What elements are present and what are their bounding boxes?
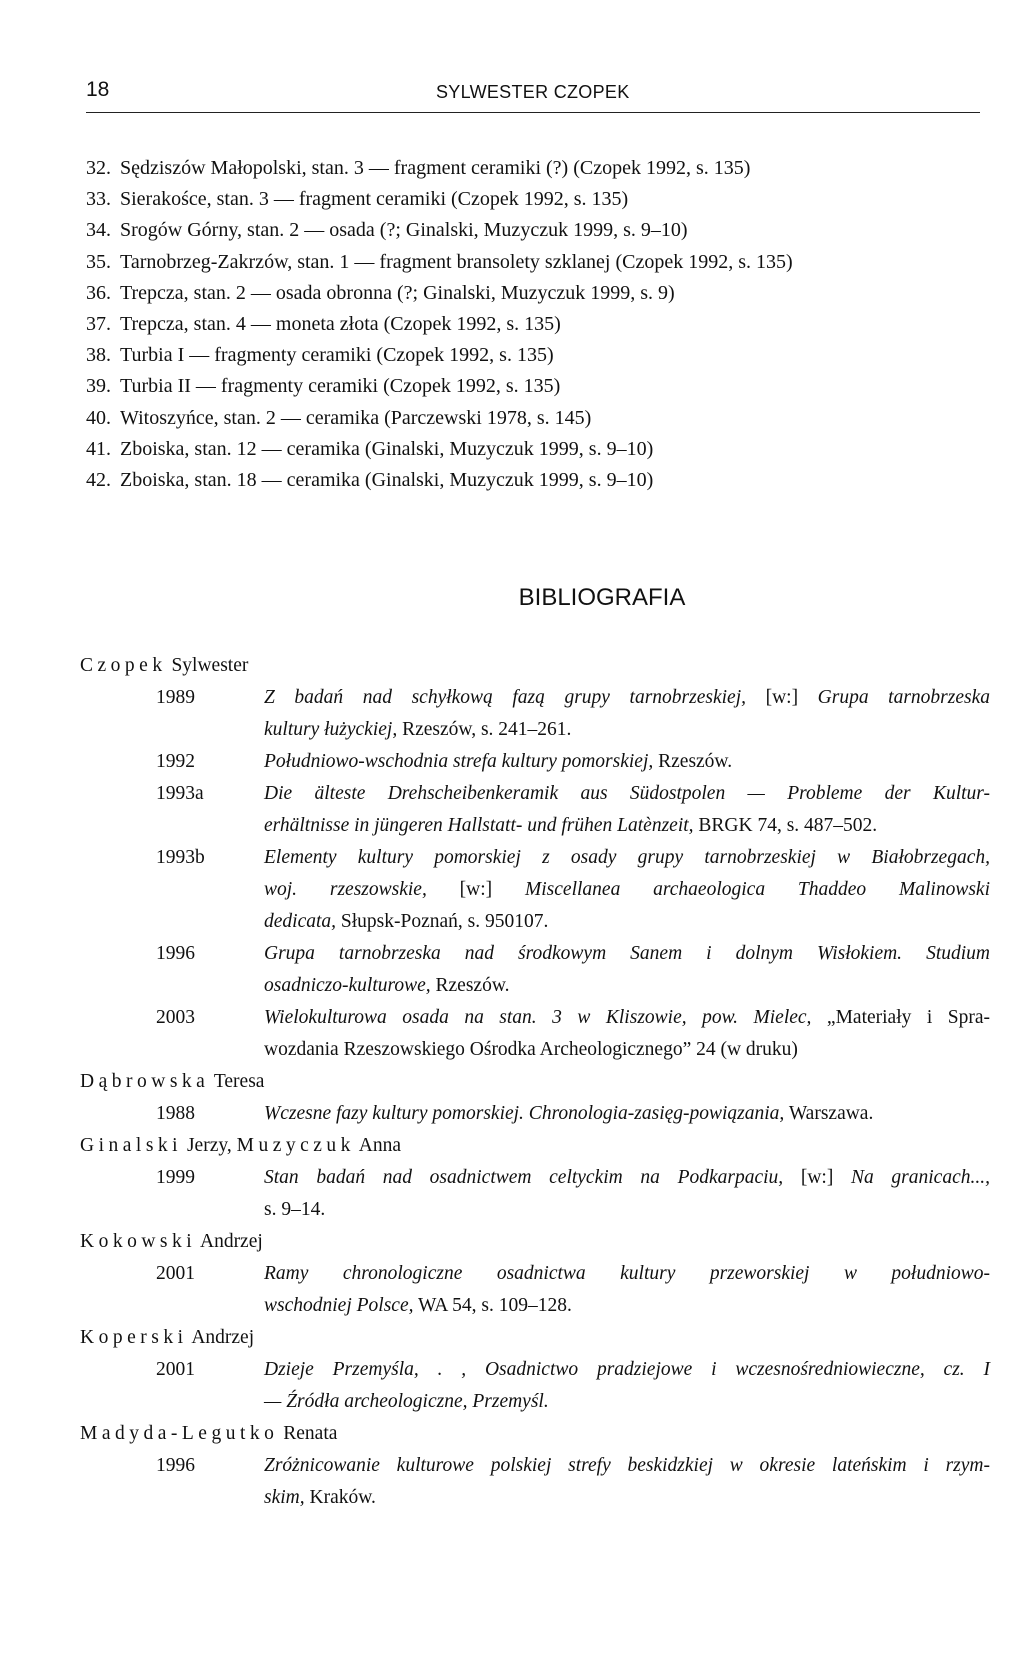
author-given-name: Jerzy, xyxy=(186,1135,232,1156)
site-text: Srogów Górny, stan. 2 — osada (?; Ginalski, Muzyczuk 1999, s. 9–10) xyxy=(120,219,688,242)
entry-line xyxy=(264,1290,990,1322)
entry-line xyxy=(264,906,990,938)
entry-text xyxy=(264,746,990,778)
entry-title-segment: erhältnisse in jüngeren Hallstatt- und frühen Latènzeit, xyxy=(264,815,694,836)
author-surname: Madyda-Legutko xyxy=(80,1423,279,1444)
site-list xyxy=(86,153,986,496)
author-heading xyxy=(80,1130,992,1162)
entry-text-segment: Rzeszów. xyxy=(653,751,733,772)
bibliography-entry xyxy=(80,938,992,1002)
entry-title-segment: Południowo-wschodnia strefa kultury pomorskiej, xyxy=(264,751,654,772)
bibliography-entry xyxy=(80,746,992,778)
site-text: Zboiska, stan. 12 — ceramika (Ginalski, Muzyczuk 1999, s. 9–10) xyxy=(120,437,654,460)
author-surname: Kokowski xyxy=(80,1231,197,1252)
entry-title-segment: Ramy chronologiczne osadnictwa kultury przeworskiej w południowo- xyxy=(264,1263,990,1284)
entry-text-segment: [w:] xyxy=(426,879,526,900)
entry-text-segment: [w:] xyxy=(746,687,818,708)
author-given-name: Renata xyxy=(283,1423,338,1444)
entry-line xyxy=(264,746,990,778)
entry-year: 1988 xyxy=(156,1103,195,1124)
entry-text xyxy=(264,1258,990,1322)
bibliography-entry xyxy=(80,1354,992,1418)
entry-text xyxy=(264,1098,990,1130)
author-heading xyxy=(80,650,992,682)
bibliography-entry xyxy=(80,1258,992,1322)
site-number: 42. xyxy=(86,469,111,492)
site-text: Turbia I — fragmenty ceramiki (Czopek 1992, s. 135) xyxy=(120,344,554,367)
entry-line xyxy=(264,842,990,874)
entry-line xyxy=(264,810,990,842)
entry-title-segment: Miscellanea archaeologica Thaddeo Malinowski xyxy=(525,879,990,900)
entry-line xyxy=(264,1482,990,1514)
entry-text xyxy=(264,778,990,842)
entry-title-segment: — Źródła archeologiczne, Przemyśl. xyxy=(264,1391,549,1412)
entry-title-segment: dedicata, xyxy=(264,911,337,932)
bibliography-list xyxy=(80,650,992,1514)
entry-line xyxy=(264,874,990,906)
entry-year: 2003 xyxy=(156,1007,195,1028)
site-number: 36. xyxy=(86,281,111,304)
entry-line xyxy=(264,682,990,714)
site-text: Turbia II — fragmenty ceramiki (Czopek 1992, s. 135) xyxy=(120,375,561,398)
entry-title-segment: Zróżnicowanie kulturowe polskiej strefy beskidzkiej w okresie lateńskim i rzym- xyxy=(264,1455,990,1476)
entry-year: 1999 xyxy=(156,1167,195,1188)
author-heading xyxy=(80,1322,992,1354)
author-heading xyxy=(80,1418,992,1450)
site-list-item xyxy=(86,403,986,434)
entry-title-segment: Wczesne fazy kultury pomorskiej. Chronologia-zasięg-powiązania, xyxy=(264,1103,785,1124)
entry-title-segment: Die älteste Drehscheibenkeramik aus Südostpolen — Probleme der Kultur- xyxy=(264,783,990,804)
bibliography-entry xyxy=(80,1098,992,1130)
entry-text xyxy=(264,938,990,1002)
entry-text-segment: BRGK 74, s. 487–502. xyxy=(693,815,878,836)
entry-text-segment: Rzeszów, s. 241–261. xyxy=(397,719,572,740)
page-number: 18 xyxy=(86,78,110,101)
entry-year: 1996 xyxy=(156,943,195,964)
site-number: 37. xyxy=(86,313,111,336)
entry-line xyxy=(264,1194,990,1226)
entry-text-segment: wozdania Rzeszowskiego Ośrodka Archeologicznego” 24 (w druku) xyxy=(264,1039,798,1060)
entry-line xyxy=(264,1386,990,1418)
entry-year: 2001 xyxy=(156,1263,195,1284)
entry-text-segment: [w:] xyxy=(783,1167,851,1188)
entry-text xyxy=(264,842,990,938)
entry-line xyxy=(264,1450,990,1482)
site-list-item xyxy=(86,309,986,340)
site-number: 38. xyxy=(86,344,111,367)
site-list-item xyxy=(86,184,986,215)
entry-text-segment: s. 9–14. xyxy=(264,1199,326,1220)
entry-title-segment: Z badań nad schyłkową fazą grupy tarnobrzeskiej, xyxy=(264,687,746,708)
entry-text xyxy=(264,1354,990,1418)
author-surname: Koperski xyxy=(80,1327,188,1348)
entry-title-segment: skim, xyxy=(264,1487,305,1508)
entry-text-segment: Słupsk-Poznań, s. 950107. xyxy=(336,911,549,932)
site-number: 41. xyxy=(86,437,111,460)
entry-text xyxy=(264,1002,990,1066)
entry-line xyxy=(264,1258,990,1290)
site-number: 32. xyxy=(86,157,111,179)
entry-title-segment: Elementy kultury pomorskiej z osady grupy tarnobrzeskiej w Białobrzegach, xyxy=(264,847,990,868)
entry-line xyxy=(264,1098,990,1130)
entry-title-segment: wschodniej Polsce, xyxy=(264,1295,414,1316)
entry-line xyxy=(264,1034,990,1066)
entry-year: 1992 xyxy=(156,751,195,772)
bibliography-heading: BIBLIOGRAFIA xyxy=(518,584,686,611)
author-surname: Dąbrowska xyxy=(80,1071,210,1092)
author-surname: Ginalski xyxy=(80,1135,183,1156)
entry-title-segment: Na granicach..., xyxy=(851,1167,990,1188)
entry-title-segment: Dzieje Przemyśla, . , Osadnictwo pradziejowe i wczesnośredniowieczne, cz. I xyxy=(264,1359,990,1380)
entry-line xyxy=(264,1162,990,1194)
entry-title-segment: Grupa tarnobrzeska nad środkowym Sanem i dolnym Wisłokiem. Studium xyxy=(264,943,990,964)
site-list-item xyxy=(86,247,986,278)
site-text: Tarnobrzeg-Zakrzów, stan. 1 — fragment bransolety szklanej (Czopek 1992, s. 135) xyxy=(120,250,793,273)
entry-line xyxy=(264,1354,990,1386)
entry-text xyxy=(264,1162,990,1226)
entry-line xyxy=(264,938,990,970)
entry-title-segment: osadniczo-kulturowe, xyxy=(264,975,431,996)
author-heading xyxy=(80,1226,992,1258)
entry-title-segment: Grupa tarnobrzeska xyxy=(817,687,990,708)
entry-text-segment: Rzeszów. xyxy=(430,975,510,996)
site-number: 34. xyxy=(86,219,111,242)
site-list-item xyxy=(86,434,986,465)
site-number: 33. xyxy=(86,188,111,211)
entry-text xyxy=(264,682,990,746)
author-given-name: Andrzej xyxy=(199,1231,263,1252)
entry-year: 1993a xyxy=(156,783,204,804)
site-text: Sędziszów Małopolski, stan. 3 — fragment ceramiki (?) (Czopek 1992, s. 135) xyxy=(120,157,751,179)
author-given-name: Teresa xyxy=(213,1071,265,1092)
bibliography-entry xyxy=(80,1450,992,1514)
site-number: 35. xyxy=(86,250,111,273)
site-list-item xyxy=(86,215,986,246)
entry-text-segment: Kraków. xyxy=(304,1487,376,1508)
entry-line xyxy=(264,714,990,746)
author-given-name: Sylwester xyxy=(171,655,249,676)
entry-title-segment: woj. rzeszowskie, xyxy=(264,879,427,900)
entry-year: 1996 xyxy=(156,1455,195,1476)
author-surname: Czopek xyxy=(80,655,167,676)
running-header xyxy=(86,78,980,113)
site-list-item xyxy=(86,371,986,402)
entry-line xyxy=(264,970,990,1002)
entry-year: 1993b xyxy=(156,847,205,868)
running-head-author: SYLWESTER CZOPEK xyxy=(436,82,630,102)
entry-text xyxy=(264,1450,990,1514)
bibliography-entry xyxy=(80,1162,992,1226)
site-list-item xyxy=(86,340,986,371)
entry-year: 1989 xyxy=(156,687,195,708)
entry-year: 2001 xyxy=(156,1359,195,1380)
author-given-name: Andrzej xyxy=(191,1327,255,1348)
entry-line xyxy=(264,778,990,810)
site-list-item xyxy=(86,465,986,496)
site-number: 39. xyxy=(86,375,111,398)
entry-text-segment: „Materiały i Spra- xyxy=(811,1007,990,1028)
entry-title-segment: kultury łużyckiej, xyxy=(264,719,398,740)
entry-title-segment: Wielokulturowa osada na stan. 3 w Kliszowie, pow. Mielec, xyxy=(264,1007,812,1028)
site-text: Witoszyńce, stan. 2 — ceramika (Parczewski 1978, s. 145) xyxy=(120,406,592,429)
entry-text-segment: Warszawa. xyxy=(784,1103,874,1124)
bibliography-entry xyxy=(80,842,992,938)
site-text: Sierakośce, stan. 3 — fragment ceramiki (Czopek 1992, s. 135) xyxy=(120,188,629,211)
bibliography-entry xyxy=(80,1002,992,1066)
entry-title-segment: Stan badań nad osadnictwem celtyckim na Podkarpaciu, xyxy=(264,1167,784,1188)
bibliography-entry xyxy=(80,682,992,746)
author-given-name: Anna xyxy=(358,1135,401,1156)
site-text: Trepcza, stan. 2 — osada obronna (?; Ginalski, Muzyczuk 1999, s. 9) xyxy=(120,281,675,304)
site-list-item xyxy=(86,153,986,184)
site-text: Zboiska, stan. 18 — ceramika (Ginalski, Muzyczuk 1999, s. 9–10) xyxy=(120,469,654,492)
entry-text-segment: WA 54, s. 109–128. xyxy=(413,1295,572,1316)
site-number: 40. xyxy=(86,406,111,429)
author-heading xyxy=(80,1066,992,1098)
author-surname: Muzyczuk xyxy=(236,1135,355,1156)
bibliography-entry xyxy=(80,778,992,842)
site-list-item xyxy=(86,278,986,309)
site-text: Trepcza, stan. 4 — moneta złota (Czopek 1992, s. 135) xyxy=(120,313,561,336)
entry-line xyxy=(264,1002,990,1034)
